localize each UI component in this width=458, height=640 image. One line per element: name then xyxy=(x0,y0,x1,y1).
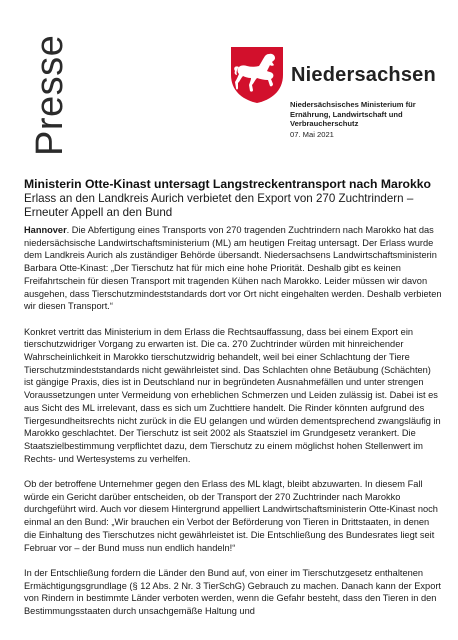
paragraph-text: . Die Abfertigung eines Transports von 270 tragenden Zuchtrindern nach Marokko hat das niedersächsische Landwirtschaftsministerium (ML) am heutigen Freitag untersagt. Der Erlass wurde dem Landkreis Aurich als zuständiger Behörde übersandt. Niedersachsens Landwirtschaftsministerin Barbara Otte-Kinast: „Der Tierschutz hat für mich eine hohe Priorität. Deshalb gibt es keinen Freifahrtschein für diesen Transport mit tragenden Kühen nach Marokko. Leider müssen wir davon ausgehen, dass Tierschutzmindeststandards dort vor Ort nicht eingehalten werden. Deshalb verbieten wir diesen Transport.“ xyxy=(24,225,442,312)
presse-label: Presse xyxy=(29,34,71,156)
ministry-line: Niedersächsisches Ministerium für xyxy=(290,100,416,109)
niedersachsen-horse-logo xyxy=(229,45,285,105)
paragraph: In der Entschließung fordern die Länder den Bund auf, von einer im Tierschutzgesetz enthaltenen Ermächtigungsgrundlage (§ 12 Abs. 2 Nr. 3 TierSchG) Gebrauch zu machen. Danach kann der Export von Rindern in bestimmte Länder verboten werden, wenn die Gefahr besteht, dass den Tieren in den Bestimmungsstaaten durch unsachgemäße Haltung und xyxy=(24,567,441,617)
ministry-name xyxy=(290,100,450,129)
paragraph xyxy=(24,224,442,313)
ministry-line: Ernährung, Landwirtschaft und xyxy=(290,109,403,119)
ministry-line: Verbraucherschutz xyxy=(290,119,359,128)
brand-name: Niedersachsen xyxy=(291,64,436,86)
article-subheadline: Erlass an den Landkreis Aurich verbietet den Export von 270 Zuchtrindern – Erneuter Appell an den Bund xyxy=(24,192,414,219)
dateline: Hannover xyxy=(24,225,67,235)
paragraph: Konkret vertritt das Ministerium in dem Erlass die Rechtsauffassung, dass bei einem Export ein tierschutzwidriger Vorgang zu erwarten ist. Die ca. 270 Zuchtrinder würden mit hinreichender Wahrscheinlichkeit in Marokko tierschutzwidrig behandelt, weil bei einer Schlachtung der Tiere Tierschutzmindeststandards nicht gewährleistet sind. Das Schlachten ohne Betäubung (Schächten) ist gängige Praxis, dies ist in Deutschland nur in begründeten Ausnahmefällen und unter strengen Voraussetzungen unter Vermeidung von erheblichen Schmerzen und Leiden zulässig ist. Dabei ist es aus Sicht des ML irrelevant, dass es sich um Zuchttiere handelt. Die Rinder könnten aufgrund des Tiergesundheitsrechts nicht zurück in die EU gelangen und würden dementsprechend zwangsläufig in Marokko geschlachtet. Der Tierschutz ist seit 2002 als Staatsziel im Grundgesetz verankert. Die Staatszielbestimmung verpflichtet dazu, dem Tierschutz zu einem möglichst hohen Stellenwert im Rechts- und Wertesystems zu verhelfen. xyxy=(24,326,441,464)
paragraph: Ob der betroffene Unternehmer gegen den Erlass des ML klagt, bleibt abzuwarten. In diesem Fall würde ein Gericht darüber entscheiden, ob der Transport der 270 Zuchtrinder nach Marokko durchgeführt wird. Auch vor diesem Hintergrund appelliert Landwirtschaftsministerin Otte-Kinast noch einmal an den Bund: „Wir brauchen ein Verbot der Beförderung von Tieren in Drittstaaten, in denen die Einhaltung des Tierschutzes nicht gewährleistet ist. Die Entschließung des Bundesrates liegt seit Februar vor – der Bund muss nun endlich handeln!“ xyxy=(24,479,438,553)
article-headline: Ministerin Otte-Kinast untersagt Langstreckentransport nach Marokko xyxy=(24,177,432,191)
release-date: 07. Mai 2021 xyxy=(290,130,334,139)
article-body xyxy=(24,224,442,630)
